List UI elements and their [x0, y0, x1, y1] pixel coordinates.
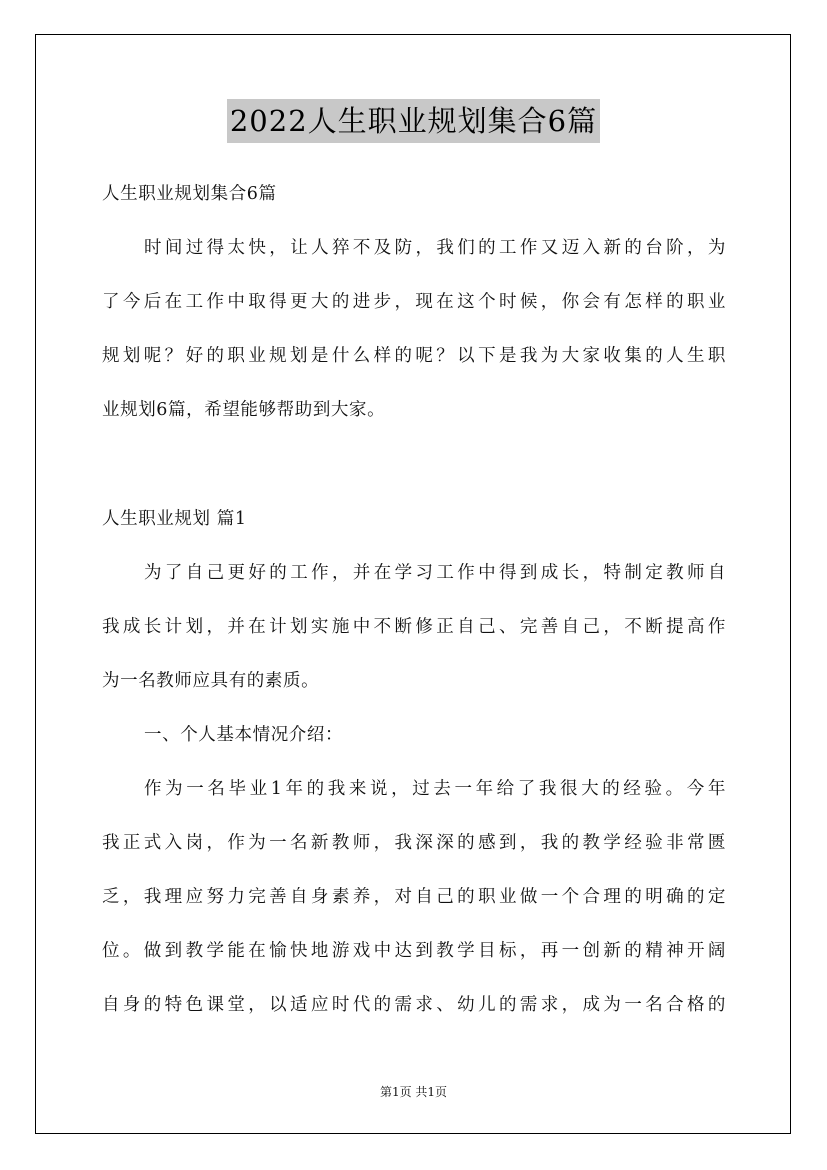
- text-line: 了今后在工作中取得更大的进步，现在这个时候，你会有怎样的职业: [102, 292, 726, 312]
- text-line: 规划呢？好的职业规划是什么样的呢？以下是我为大家收集的人生职: [102, 346, 726, 366]
- page-footer: 第1页 共1页: [379, 1085, 448, 1099]
- text-line: 为一名教师应具有的素质。: [102, 671, 320, 691]
- paragraph-1: [102, 546, 726, 708]
- text-line: 自身的特色课堂，以适应时代的需求、幼儿的需求，成为一名合格的: [102, 995, 726, 1015]
- document-subtitle: 人生职业规划集合6篇: [102, 184, 277, 204]
- text-line: 时间过得太快，让人猝不及防，我们的工作又迈入新的台阶，为: [144, 238, 726, 258]
- item-heading: 一、个人基本情况介绍：: [144, 725, 344, 745]
- text-line: 我成长计划，并在计划实施中不断修正自己、完善自己，不断提高作: [102, 617, 726, 637]
- text-line: 我正式入岗，作为一名新教师，我深深的感到，我的教学经验非常匮: [102, 833, 726, 853]
- paragraph-2: [102, 762, 726, 1032]
- item-heading-block: [102, 708, 726, 762]
- text-line: 作为一名毕业1年的我来说，过去一年给了我很大的经验。今年: [144, 779, 726, 799]
- text-line: 位。做到教学能在愉快地游戏中达到教学目标，再一创新的精神开阔: [102, 941, 726, 961]
- subtitle-block: [102, 167, 726, 221]
- title-container: [0, 99, 827, 143]
- text-line: 为了自己更好的工作，并在学习工作中得到成长，特制定教师自: [144, 563, 726, 583]
- document-title: 2022人生职业规划集合6篇: [227, 99, 600, 143]
- section-heading: 人生职业规划 篇1: [102, 509, 247, 529]
- text-line: 乏，我理应努力完善自身素养，对自己的职业做一个合理的明确的定: [102, 887, 726, 907]
- intro-paragraph: [102, 221, 726, 437]
- text-line: 业规划6篇，希望能够帮助到大家。: [102, 400, 386, 420]
- section-heading-block: [102, 492, 726, 546]
